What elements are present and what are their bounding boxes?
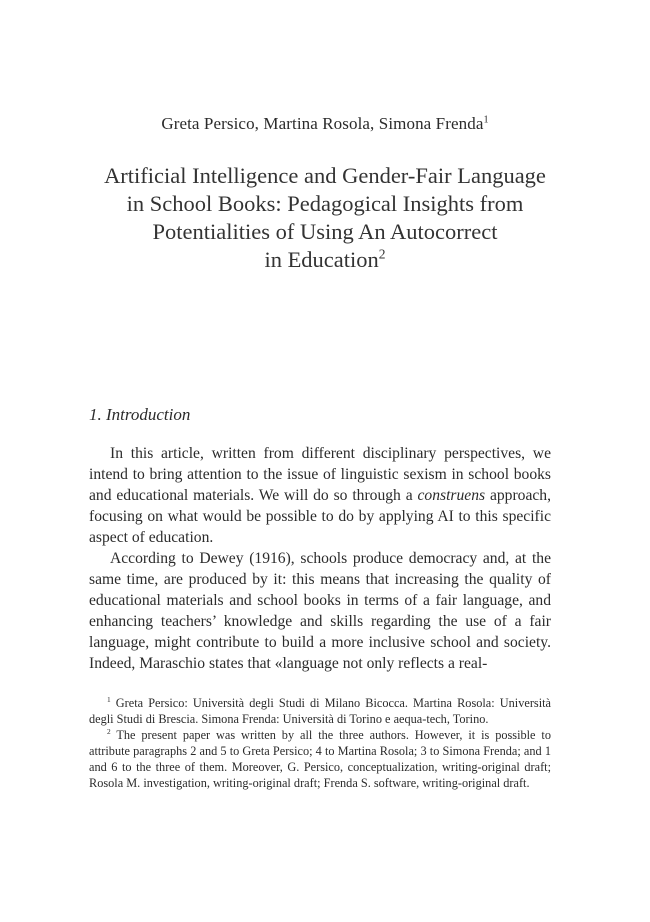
paragraph-1 [89, 443, 551, 548]
body-text [89, 443, 551, 674]
paragraph-1-text-b: approach, focusing on what would be possible to do by applying AI to this specific aspect of education. [89, 487, 551, 546]
footnote-2 [89, 727, 551, 791]
title-line-1: Artificial Intelligence and Gender-Fair Language [104, 163, 546, 188]
title-line-4 [60, 246, 590, 274]
footnote-2-text: The present paper was written by all the three authors. However, it is possible to attribute paragraphs 2 and 5 to Greta Persico; 4 to Martina Rosola; 3 to Simona Frenda; and 1 and 6 to the three of them. Moreover, G. Persico, conceptualization, writing-original draft; Rosola M. investigation, writing-original draft; Frenda S. software, writing-original draft. [89, 728, 551, 790]
section-heading: 1. Introduction [89, 405, 191, 424]
title-line-4-text: in Education [264, 247, 379, 272]
paragraph-2: According to Dewey (1916), schools produce democracy and, at the same time, are produced by it: this means that increasing the quality of educational materials and school books in terms of a fair language, and enhancing teachers’ knowledge and skills regarding the use of a fair language, might contribute to build a more inclusive school and society. Indeed, Maraschio states that «language not only reflects a real- [89, 550, 551, 672]
footnote-ref-2[interactable]: 2 [378, 246, 386, 262]
title-line-2: in School Books: Pedagogical Insights from [126, 191, 524, 216]
author-names: Greta Persico, Martina Rosola, Simona Frenda [161, 114, 484, 133]
paragraph-1-text-a: In this article, written from different disciplinary perspectives, we intend to bring attention to the issue of linguistic sexism in school books and educational materials. We will do so through a [89, 445, 551, 504]
footnote-2-marker: 2 [107, 726, 111, 736]
footnote-1-marker: 1 [107, 694, 111, 704]
paper-title [60, 162, 590, 274]
footnote-1-text: Greta Persico: Università degli Studi di Milano Bicocca. Martina Rosola: Università degli Studi di Brescia. Simona Frenda: Università di Torino e aequa-tech, Torino. [89, 696, 551, 726]
footnotes [89, 695, 551, 791]
title-line-3: Potentialities of Using An Autocorrect [152, 219, 498, 244]
paragraph-1-emphasis: construens [417, 487, 486, 504]
footnote-ref-1[interactable]: 1 [483, 114, 489, 126]
author-line [0, 114, 650, 134]
footnote-1 [89, 695, 551, 727]
